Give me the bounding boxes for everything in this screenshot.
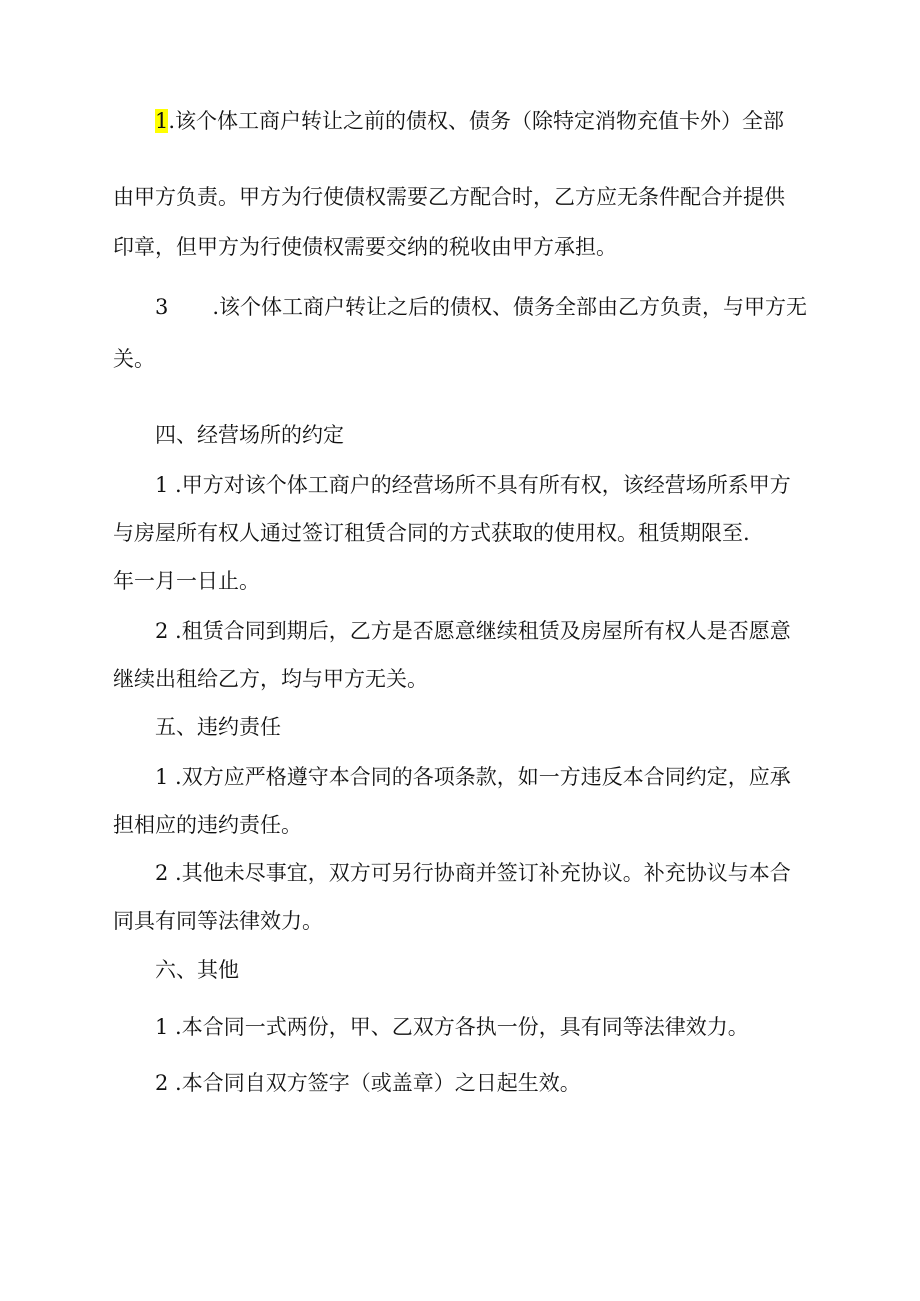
paragraph-line: 2 .其他未尽事宜，双方可另行协商并签订补充协议。补充协议与本合 bbox=[155, 861, 791, 885]
clause-text: .该个体工商户转让之前的债权、债务（除特定消物充值卡外）全部 bbox=[168, 109, 785, 133]
paragraph-line: 1 .双方应严格遵守本合同的各项条款，如一方违反本合同约定，应承 bbox=[155, 765, 791, 789]
paragraph-line: 担相应的违约责任。 bbox=[113, 813, 302, 837]
highlighted-clause-number: 1 bbox=[155, 109, 169, 133]
clause-3-3 bbox=[155, 292, 807, 322]
paragraph-line: 关。 bbox=[113, 347, 155, 371]
paragraph-line: 与房屋所有权人通过签订租赁合同的方式获取的使用权。租赁期限至. bbox=[113, 521, 750, 545]
clause-number: 3 bbox=[155, 295, 169, 319]
paragraph-line: 印章，但甲方为行使债权需要交纳的税收由甲方承担。 bbox=[113, 235, 617, 259]
clause-text: .该个体工商户转让之后的债权、债务全部由乙方负责，与甲方无 bbox=[212, 295, 808, 319]
paragraph-line: 年一月一日止。 bbox=[113, 569, 260, 593]
section-heading: 四、经营场所的约定 bbox=[155, 423, 344, 447]
section-heading: 六、其他 bbox=[155, 958, 239, 982]
paragraph-line: 由甲方负责。甲方为行使债权需要乙方配合时，乙方应无条件配合并提供 bbox=[113, 185, 785, 209]
paragraph-line: 同具有同等法律效力。 bbox=[113, 909, 323, 933]
paragraph-line: 1 .甲方对该个体工商户的经营场所不具有所有权，该经营场所系甲方 bbox=[155, 473, 791, 497]
paragraph-line: 继续出租给乙方，均与甲方无关。 bbox=[113, 667, 428, 691]
section-heading: 五、违约责任 bbox=[155, 715, 281, 739]
paragraph-line: 2 .租赁合同到期后，乙方是否愿意继续租赁及房屋所有权人是否愿意 bbox=[155, 619, 791, 643]
paragraph-line: 2 .本合同自双方签字（或盖章）之日起生效。 bbox=[155, 1071, 581, 1095]
paragraph-line: 1 .本合同一式两份，甲、乙双方各执一份，具有同等法律效力。 bbox=[155, 1015, 749, 1039]
clause-3-1 bbox=[155, 106, 784, 136]
